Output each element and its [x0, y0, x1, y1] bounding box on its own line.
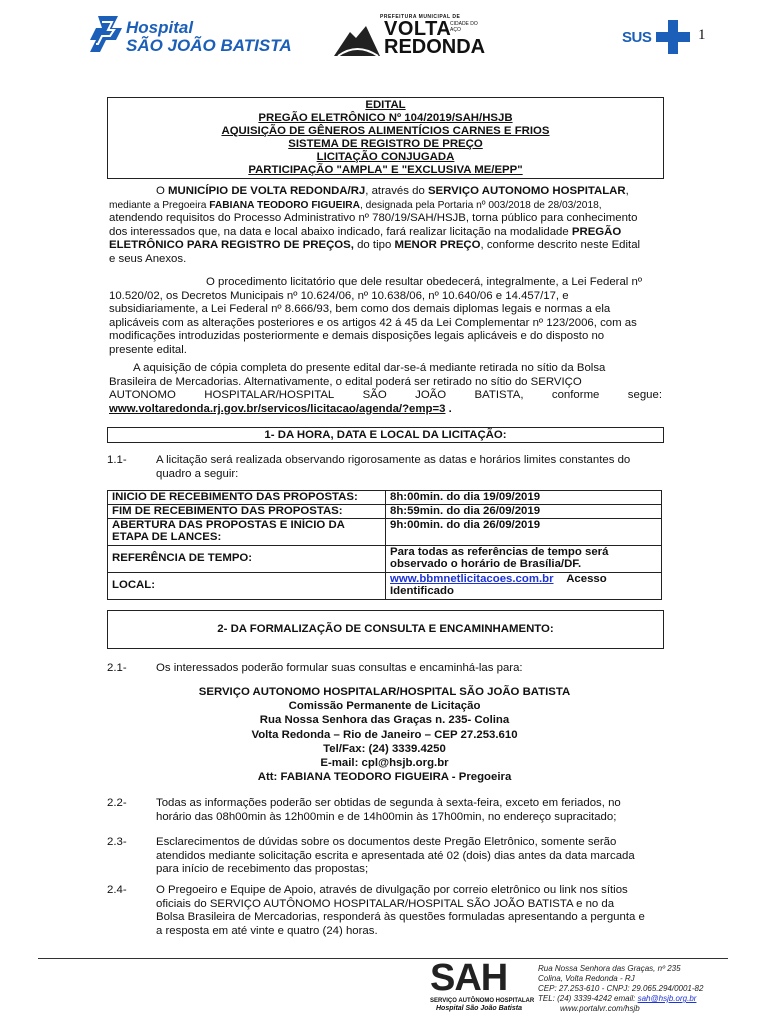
title-line: PREGÃO ELETRÔNICO Nº 104/2019/SAH/HSJB [258, 112, 513, 124]
sus-cross-icon [656, 20, 690, 54]
table-row [108, 572, 662, 599]
table-row [108, 545, 662, 572]
footer-divider [38, 958, 728, 959]
contact-email: E-mail: cpl@hsjb.org.br [320, 757, 449, 770]
sus-logo-text: SUS [622, 29, 652, 46]
table-row [108, 504, 662, 518]
title-line: EDITAL [365, 99, 406, 111]
item-2-4-text: O Pregoeiro e Equipe de Apoio, através de divulgação por correio eletrônico ou link nos sítios oficiais do SERVIÇO AUTÔNOMO HOSPITALAR/HOSPITAL SÃO JOÃO BATISTA e no da Bolsa Brasileira de Mercadorias, responderá às questões formuladas apresentando a pergunta e a resposta em até vinte e quatro (24) horas. [156, 884, 645, 937]
section-2-heading: 2- DA FORMALIZAÇÃO DE CONSULTA E ENCAMINHAMENTO: [107, 610, 664, 649]
item-1-1-text: A licitação será realizada observando rigorosamente as datas e horários limites constantes do quadro a seguir: [156, 454, 631, 480]
sah-logo-subtitle: SERVIÇO AUTÔNOMO HOSPITALAR [430, 998, 535, 1004]
intro-paragraph-2: O procedimento licitatório que dele resultar obedecerá, integralmente, a Lei Federal nº 10.520/02, os Decretos Municipais nº 10.624/06, nº 10.638/06, nº 10.640/06 e 14.457/17, e subsidiariamente, a Lei Federal nº 8.666/93, bem como dos demais diplomas legais e normas a ela aplicáveis com as alterações posteriores e os artigos 42 á 45 da Lei Complementar nº 123/2006, com as modificações introduzidas posteriormente e demais disposições legais aplicáveis e do disposto no presente edital. [109, 276, 642, 356]
city-logo-top: PREFEITURA MUNICIPAL DE [380, 14, 461, 20]
item-number: 2.2- [107, 797, 127, 809]
city-logo-line2: REDONDA [384, 36, 486, 58]
sus-logo [622, 20, 692, 54]
title-line: AQUISIÇÃO DE GÊNEROS ALIMENTÍCIOS CARNES E FRIOS [221, 125, 550, 137]
table-cell-label: REFERÊNCIA DE TEMPO: [108, 545, 386, 572]
sah-logo [430, 957, 535, 1018]
table-cell-value: www.bbmnetlicitacoes.com.br Acesso Identificado [386, 572, 662, 599]
footer-email-link[interactable]: sah@hsjb.org.br [637, 994, 697, 1003]
item-2-2-text: Todas as informações poderão ser obtidas de segunda à sexta-feira, exceto em feriados, no horário das 08h00min às 12h00min e de 14h00min às 17h00min, no endereço supracitado; [156, 797, 621, 823]
page-number: 1 [698, 27, 706, 43]
item-number: 1.1- [107, 454, 127, 466]
intro-paragraph-3: A aquisição de cópia completa do presente edital dar-se-á mediante retirada no sítio da Bolsa Brasileira de Mercadorias. Alternativamente, o edital poderá ser retirado no sítio do SERVIÇO AUTONOMO HOSPITALAR/HOSPITAL SÃO JOÃO BATISTA, conforme segue: www.voltaredonda.rj.gov.br/servicos/licitacao/agenda/?emp=3 . [109, 362, 662, 415]
contact-block [107, 685, 662, 784]
contact-line: Volta Redonda – Rio de Janeiro – CEP 27.253.610 [251, 728, 518, 741]
contact-line: Att: FABIANA TEODORO FIGUEIRA - Pregoeira [257, 771, 512, 784]
footer-address: Rua Nossa Senhora das Graças, nº 235 Colina, Volta Redonda - RJ CEP: 27.253-610 - CNPJ: 29.065.294/0001-82 TEL: (24) 3339-4242 email: sah@hsjb.org.br www.portalvr.com/hsjb [538, 964, 704, 1013]
footer-website[interactable]: www.portalvr.com/hsjb [560, 1004, 640, 1013]
bbmnet-link[interactable]: www.bbmnetlicitacoes.com.br [390, 572, 554, 585]
table-cell-label: INICIO DE RECEBIMENTO DAS PROPOSTAS: [108, 491, 386, 505]
title-line: PARTICIPAÇÃO "AMPLA" E "EXCLUSIVA ME/EPP" [248, 164, 523, 176]
section-1-heading: 1- DA HORA, DATA E LOCAL DA LICITAÇÃO: [107, 427, 664, 443]
contact-line: SERVIÇO AUTONOMO HOSPITALAR/HOSPITAL SÃO JOÃO BATISTA [198, 686, 571, 698]
city-emblem-icon [332, 22, 382, 58]
sah-logo-text: SAH [430, 957, 508, 999]
contact-line: Comissão Permanente de Licitação [288, 700, 481, 713]
table-cell-value: Para todas as referências de tempo será observado o horário de Brasília/DF. [386, 545, 662, 572]
title-line: LICITAÇÃO CONJUGADA [316, 151, 455, 163]
intro-paragraph-1: O MUNICÍPIO DE VOLTA REDONDA/RJ, através do SERVIÇO AUTONOMO HOSPITALAR, mediante a Pregoeira FABIANA TEODORO FIGUEIRA, designada pela Portaria nº 003/2018 de 28/03/2018, atendendo requisitos do Processo Administrativo nº 780/19/SAH/HSJB, torna público para conhecimento dos interessados que, na data e local abaixo indicado, fará realizar licitação na modalidade PREGÃO ELETRÔNICO PARA REGISTRO DE PREÇOS, do tipo MENOR PREÇO, conforme descrito neste Edital e seus Anexos. [109, 185, 641, 265]
hospital-logo-line1: Hospital [126, 18, 194, 37]
table-cell-label: ABERTURA DAS PROPOSTAS E INÍCIO DA ETAPA DE LANCES: [108, 518, 386, 545]
edital-title-box [107, 97, 664, 179]
schedule-table [107, 490, 662, 600]
hospital-logo-line2: SÃO JOÃO BATISTA [126, 36, 292, 55]
table-cell-value: 8h:59min. do dia 26/09/2019 [386, 504, 662, 518]
hospital-cross-icon [88, 14, 124, 54]
contact-line: Rua Nossa Senhora das Graças n. 235- Colina [259, 714, 510, 727]
hospital-logo [88, 12, 292, 60]
sah-logo-hospital: Hospital São João Batista [436, 1005, 522, 1012]
table-row [108, 491, 662, 505]
item-2-3-text: Esclarecimentos de dúvidas sobre os documentos deste Pregão Eletrônico, somente serão atendidos mediante solicitação escrita e apresentada até 02 (dois) dias antes da data marcada para início de recebimento das propostas; [156, 836, 635, 876]
table-cell-label: LOCAL: [108, 572, 386, 599]
item-number: 2.4- [107, 884, 127, 896]
city-logo-line1: VOLTA [384, 18, 452, 40]
table-cell-value: 9h:00min. do dia 26/09/2019 [386, 518, 662, 545]
city-logo-side: CIDADE DO AÇO [450, 21, 478, 33]
item-number: 2.3- [107, 836, 127, 848]
table-row [108, 518, 662, 545]
item-number: 2.1- [107, 662, 127, 674]
table-cell-value: 8h:00min. do dia 19/09/2019 [386, 491, 662, 505]
title-line: SISTEMA DE REGISTRO DE PREÇO [288, 138, 483, 150]
item-2-1-text: Os interessados poderão formular suas consultas e encaminhá-las para: [156, 662, 523, 674]
city-logo [332, 14, 486, 60]
contact-line: Tel/Fax: (24) 3339.4250 [323, 742, 446, 755]
table-cell-label: FIM DE RECEBIMENTO DAS PROPOSTAS: [108, 504, 386, 518]
edital-download-link[interactable]: www.voltaredonda.rj.gov.br/servicos/licitacao/agenda/?emp=3 [109, 402, 446, 415]
